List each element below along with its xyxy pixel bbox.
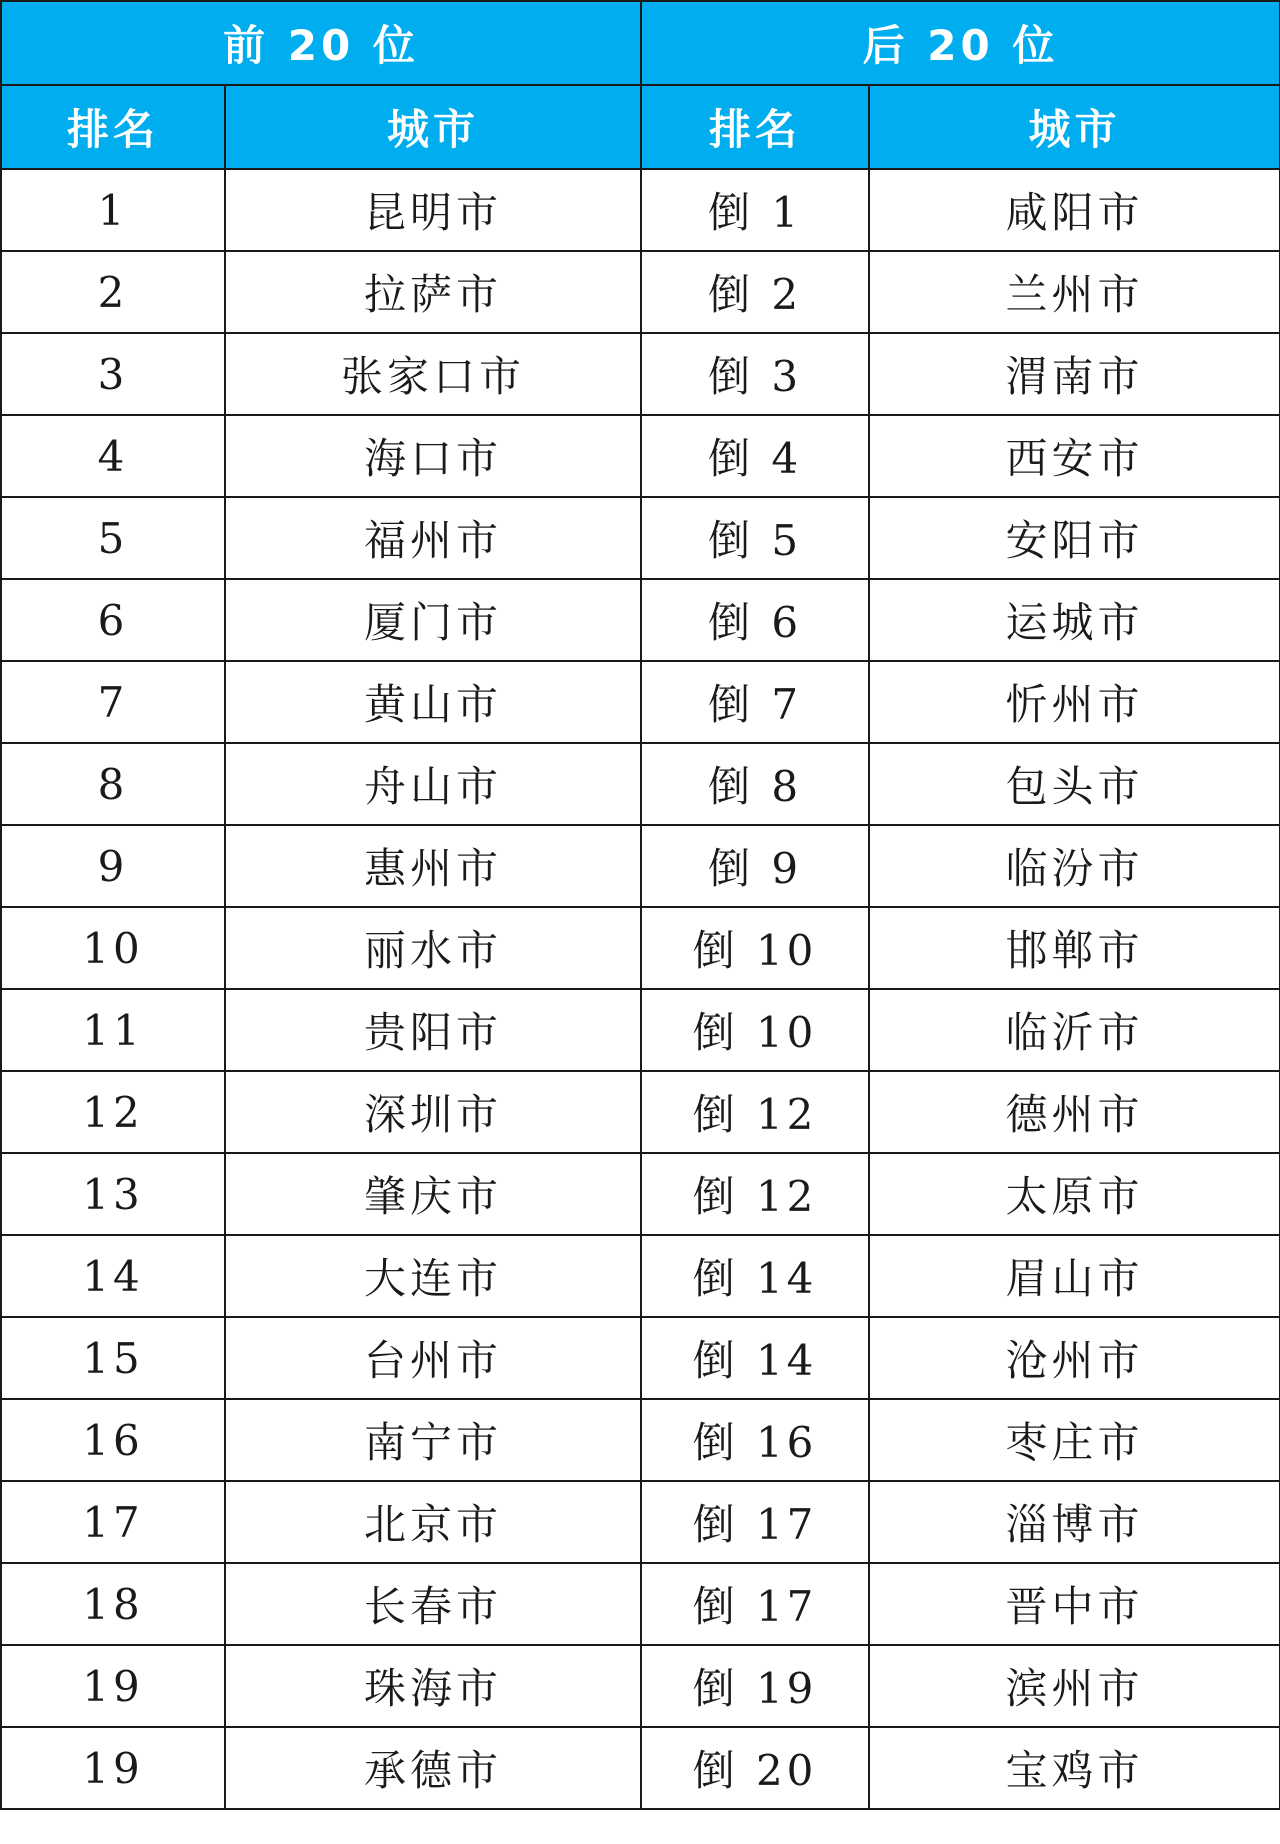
bottom-city-cell: 临沂市 <box>869 989 1280 1071</box>
bottom-city-cell: 宝鸡市 <box>869 1727 1280 1809</box>
bottom-rank-cell: 倒 1 <box>641 169 869 251</box>
top-rank-cell: 17 <box>1 1481 225 1563</box>
column-header-row <box>1 85 1280 169</box>
bottom-rank-cell: 倒 12 <box>641 1153 869 1235</box>
bottom-city-cell: 枣庄市 <box>869 1399 1280 1481</box>
top-rank-cell: 3 <box>1 333 225 415</box>
top-city-cell: 大连市 <box>225 1235 641 1317</box>
bottom-city-cell: 眉山市 <box>869 1235 1280 1317</box>
top-city-cell: 深圳市 <box>225 1071 641 1153</box>
table-row <box>1 1235 1280 1317</box>
top-city-cell: 海口市 <box>225 415 641 497</box>
table-header <box>1 1 1280 169</box>
table-row <box>1 989 1280 1071</box>
bottom-rank-cell: 倒 16 <box>641 1399 869 1481</box>
top-city-cell: 丽水市 <box>225 907 641 989</box>
table-row <box>1 169 1280 251</box>
top-city-cell: 昆明市 <box>225 169 641 251</box>
top-city-cell: 贵阳市 <box>225 989 641 1071</box>
bottom-city-cell: 滨州市 <box>869 1645 1280 1727</box>
top-rank-cell: 8 <box>1 743 225 825</box>
bottom-city-cell: 邯郸市 <box>869 907 1280 989</box>
table-row <box>1 1481 1280 1563</box>
top-city-cell: 南宁市 <box>225 1399 641 1481</box>
top-city-cell: 承德市 <box>225 1727 641 1809</box>
bottom-rank-cell: 倒 20 <box>641 1727 869 1809</box>
table-row <box>1 251 1280 333</box>
bottom-rank-cell: 倒 10 <box>641 989 869 1071</box>
top-rank-cell: 1 <box>1 169 225 251</box>
bottom-city-cell: 兰州市 <box>869 251 1280 333</box>
top-rank-cell: 7 <box>1 661 225 743</box>
top-rank-cell: 4 <box>1 415 225 497</box>
group-header-top: 前 20 位 <box>1 1 641 85</box>
bottom-city-cell: 太原市 <box>869 1153 1280 1235</box>
bottom-rank-cell: 倒 14 <box>641 1317 869 1399</box>
top-city-cell: 舟山市 <box>225 743 641 825</box>
bottom-city-cell: 淄博市 <box>869 1481 1280 1563</box>
top-rank-cell: 5 <box>1 497 225 579</box>
top-rank-cell: 13 <box>1 1153 225 1235</box>
column-header-bottom-city: 城市 <box>869 85 1280 169</box>
top-rank-cell: 10 <box>1 907 225 989</box>
bottom-rank-cell: 倒 6 <box>641 579 869 661</box>
top-city-cell: 北京市 <box>225 1481 641 1563</box>
bottom-city-cell: 忻州市 <box>869 661 1280 743</box>
bottom-city-cell: 安阳市 <box>869 497 1280 579</box>
table-row <box>1 1727 1280 1809</box>
bottom-rank-cell: 倒 3 <box>641 333 869 415</box>
top-rank-cell: 19 <box>1 1727 225 1809</box>
bottom-rank-cell: 倒 2 <box>641 251 869 333</box>
top-city-cell: 珠海市 <box>225 1645 641 1727</box>
top-rank-cell: 9 <box>1 825 225 907</box>
table-row <box>1 1071 1280 1153</box>
top-rank-cell: 15 <box>1 1317 225 1399</box>
column-header-top-city: 城市 <box>225 85 641 169</box>
bottom-rank-cell: 倒 17 <box>641 1563 869 1645</box>
table-row <box>1 415 1280 497</box>
table-row <box>1 1399 1280 1481</box>
column-header-bottom-rank: 排名 <box>641 85 869 169</box>
table-row <box>1 661 1280 743</box>
top-city-cell: 惠州市 <box>225 825 641 907</box>
bottom-city-cell: 沧州市 <box>869 1317 1280 1399</box>
bottom-rank-cell: 倒 4 <box>641 415 869 497</box>
top-city-cell: 厦门市 <box>225 579 641 661</box>
bottom-rank-cell: 倒 7 <box>641 661 869 743</box>
top-city-cell: 拉萨市 <box>225 251 641 333</box>
bottom-rank-cell: 倒 19 <box>641 1645 869 1727</box>
bottom-rank-cell: 倒 5 <box>641 497 869 579</box>
table-row <box>1 907 1280 989</box>
top-city-cell: 台州市 <box>225 1317 641 1399</box>
table-row <box>1 1153 1280 1235</box>
top-rank-cell: 2 <box>1 251 225 333</box>
bottom-city-cell: 咸阳市 <box>869 169 1280 251</box>
table-row <box>1 743 1280 825</box>
bottom-city-cell: 德州市 <box>869 1071 1280 1153</box>
top-rank-cell: 16 <box>1 1399 225 1481</box>
top-city-cell: 肇庆市 <box>225 1153 641 1235</box>
table-row <box>1 497 1280 579</box>
bottom-city-cell: 渭南市 <box>869 333 1280 415</box>
table-row <box>1 1317 1280 1399</box>
top-rank-cell: 11 <box>1 989 225 1071</box>
top-rank-cell: 19 <box>1 1645 225 1727</box>
table-row <box>1 825 1280 907</box>
group-header-bottom: 后 20 位 <box>641 1 1280 85</box>
top-rank-cell: 6 <box>1 579 225 661</box>
bottom-city-cell: 临汾市 <box>869 825 1280 907</box>
bottom-rank-cell: 倒 14 <box>641 1235 869 1317</box>
bottom-rank-cell: 倒 10 <box>641 907 869 989</box>
bottom-city-cell: 晋中市 <box>869 1563 1280 1645</box>
bottom-rank-cell: 倒 17 <box>641 1481 869 1563</box>
table-row <box>1 579 1280 661</box>
top-city-cell: 张家口市 <box>225 333 641 415</box>
bottom-rank-cell: 倒 9 <box>641 825 869 907</box>
bottom-rank-cell: 倒 8 <box>641 743 869 825</box>
table-row <box>1 1563 1280 1645</box>
top-city-cell: 黄山市 <box>225 661 641 743</box>
top-city-cell: 长春市 <box>225 1563 641 1645</box>
table-row <box>1 333 1280 415</box>
bottom-city-cell: 运城市 <box>869 579 1280 661</box>
bottom-city-cell: 西安市 <box>869 415 1280 497</box>
bottom-rank-cell: 倒 12 <box>641 1071 869 1153</box>
group-header-row <box>1 1 1280 85</box>
column-header-top-rank: 排名 <box>1 85 225 169</box>
top-city-cell: 福州市 <box>225 497 641 579</box>
top-rank-cell: 14 <box>1 1235 225 1317</box>
bottom-city-cell: 包头市 <box>869 743 1280 825</box>
top-rank-cell: 18 <box>1 1563 225 1645</box>
table-body <box>1 169 1280 1809</box>
table-row <box>1 1645 1280 1727</box>
top-rank-cell: 12 <box>1 1071 225 1153</box>
